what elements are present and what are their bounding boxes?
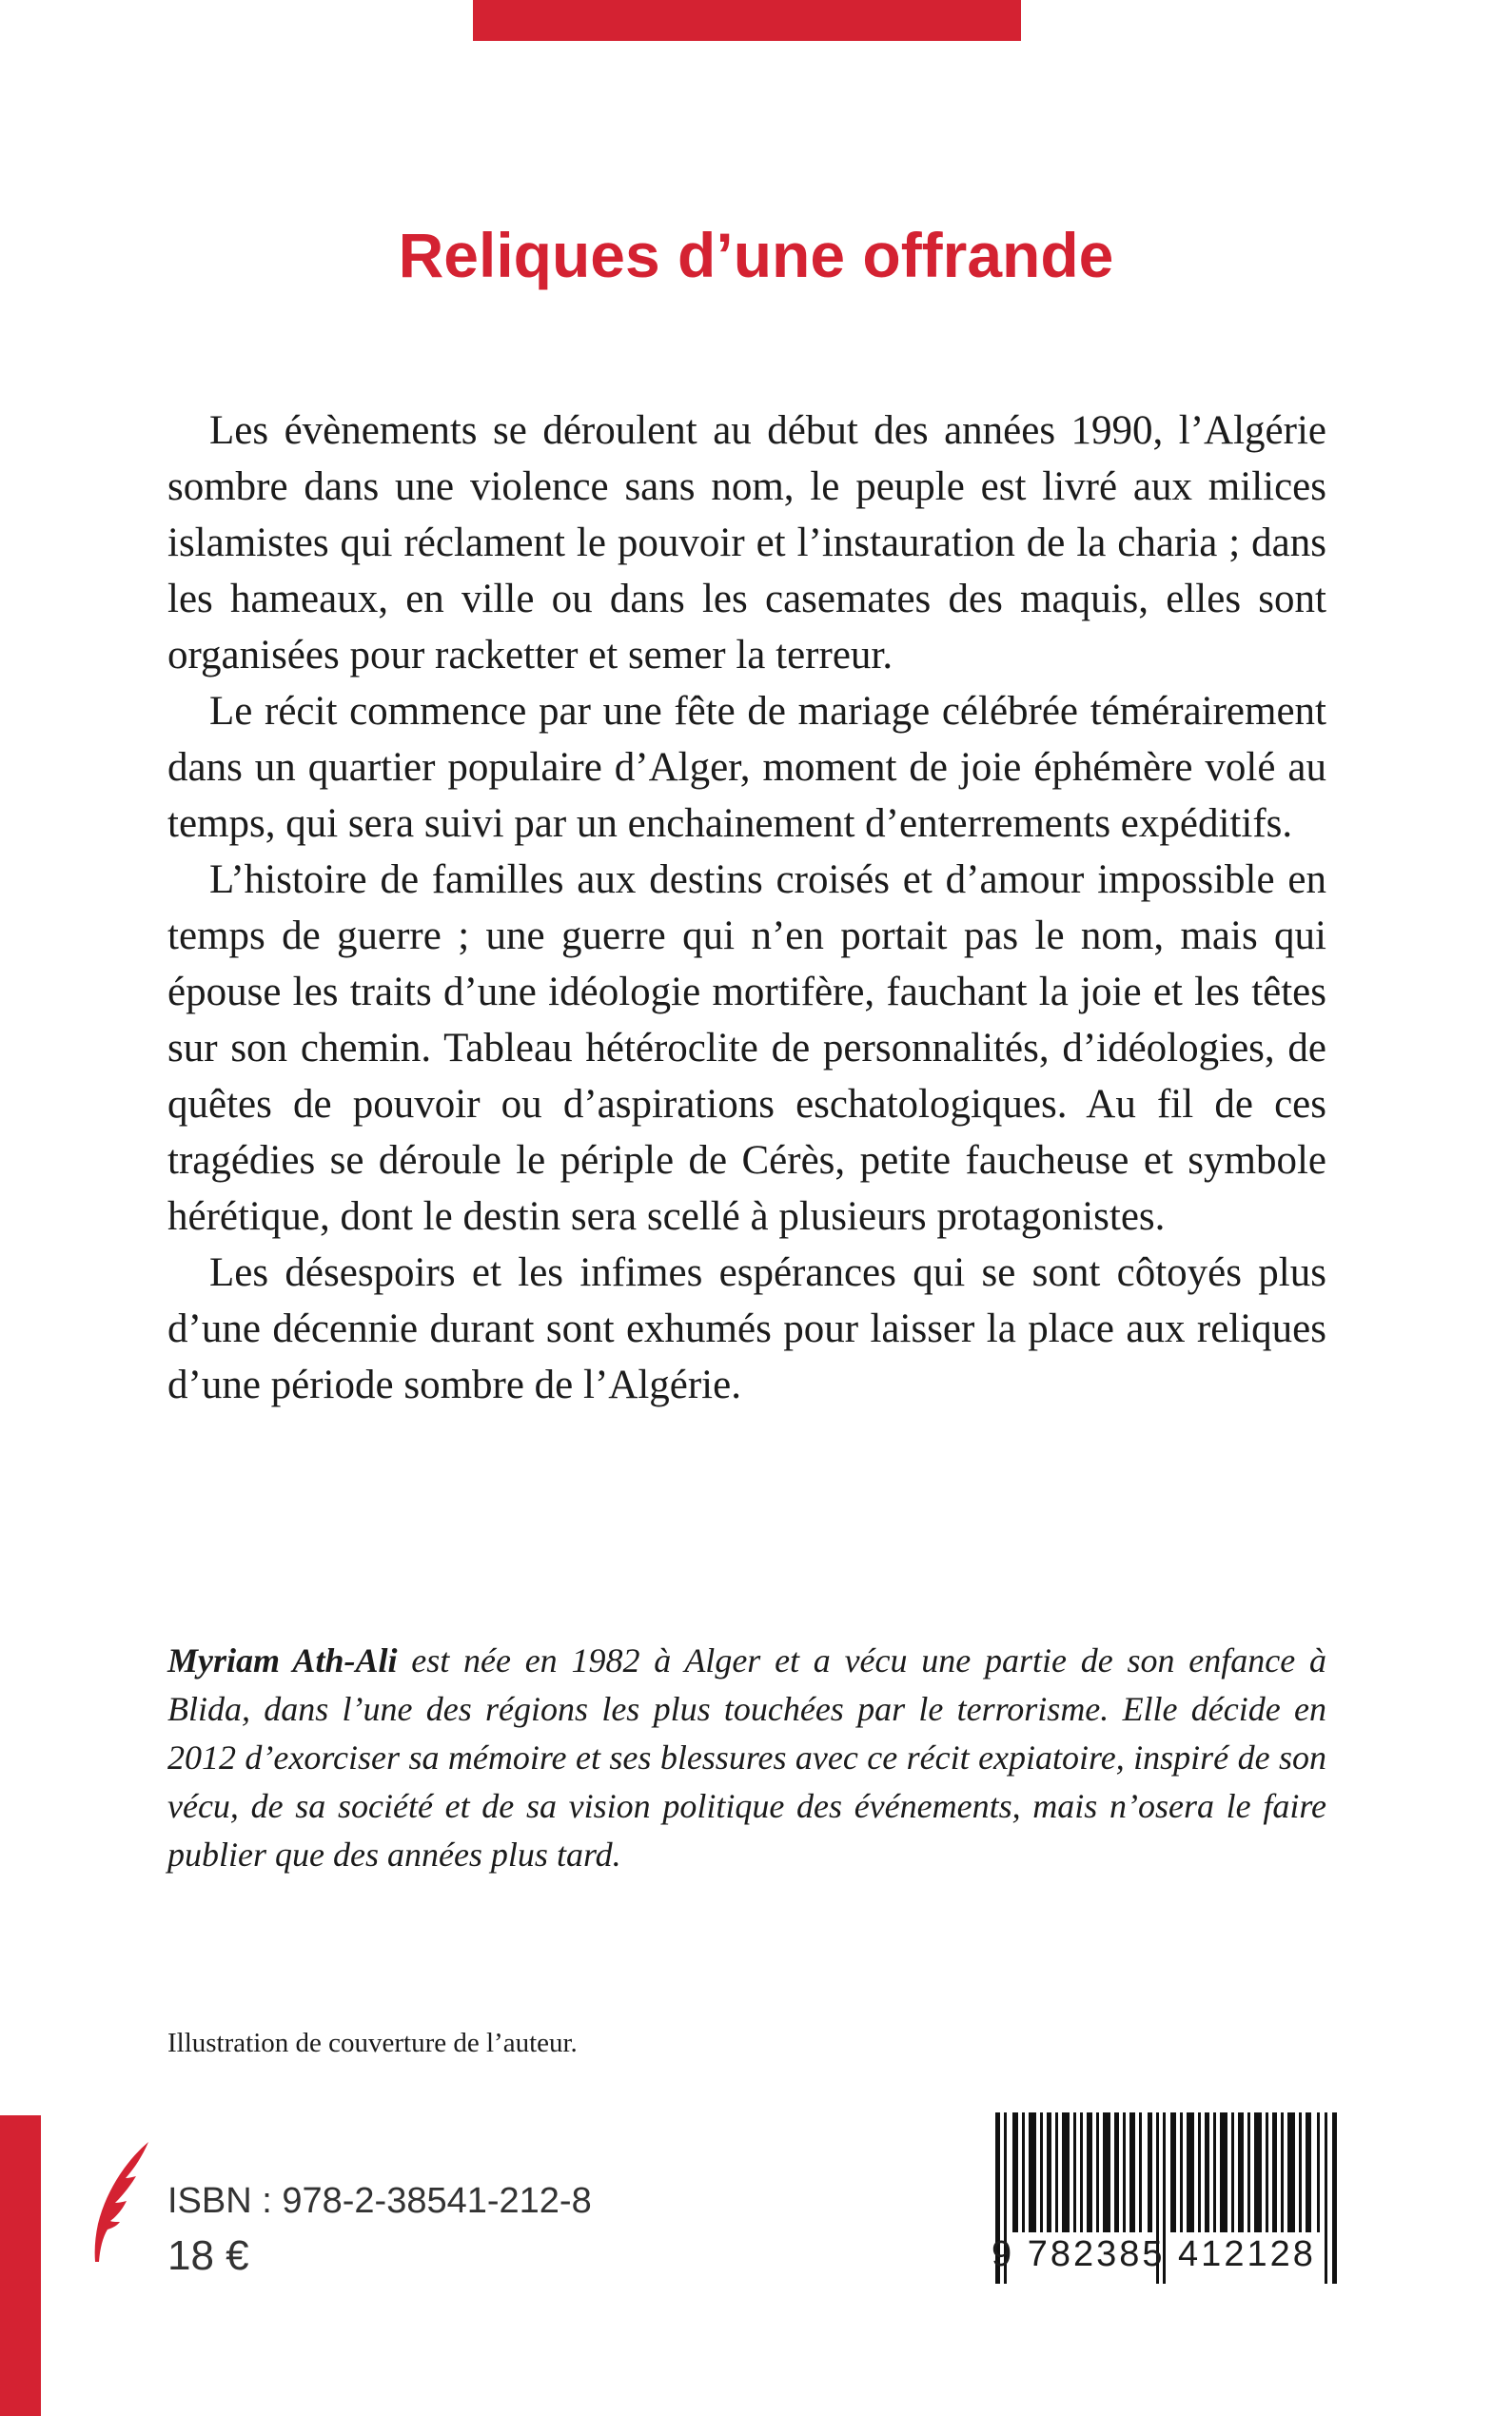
isbn: ISBN : 978-2-38541-212-8 xyxy=(167,2181,592,2221)
price: 18 € xyxy=(167,2232,249,2279)
top-accent-bar xyxy=(473,0,1021,41)
cover-credit: Illustration de couverture de l’auteur. xyxy=(167,2028,578,2058)
blurb-paragraph: Le récit commence par une fête de mariage célébrée témérairement dans un quartier populaire d’Alger, moment de joie éphémère volé au temps, qui sera suivi par un enchainement d’enterrements expéditifs. xyxy=(167,689,1326,846)
author-name: Myriam Ath-Ali xyxy=(167,1641,398,1679)
blurb xyxy=(167,403,1326,1413)
side-accent-bar xyxy=(0,2115,41,2416)
book-title: Reliques d’une offrande xyxy=(398,220,1114,290)
quill-icon xyxy=(88,2140,155,2264)
author-bio-text: est née en 1982 à Alger et a vécu une partie de son enfance à Blida, dans l’une des régions les plus touchées par le terrorisme. Elle décide en 2012 d’exorciser sa mémoire et ses blessures avec ce récit expiatoire, inspiré de son vécu, de sa société et de sa vision politique des événements, mais n’osera le faire publier que des années plus tard. xyxy=(167,1641,1326,1874)
blurb-paragraph: Les évènements se déroulent au début des années 1990, l’Algérie sombre dans une violence sans nom, le peuple est livré aux milices islamistes qui réclament le pouvoir et l’instauration de la charia ; dans les hameaux, en ville ou dans les casemates des maquis, elles sont organisées pour racketter et semer la terreur. xyxy=(167,408,1326,678)
blurb-paragraph: Les désespoirs et les infimes espérances qui se sont côtoyés plus d’une décennie durant sont exhumés pour laisser la place aux reliques d’une période sombre de l’Algérie. xyxy=(167,1250,1326,1407)
blurb-paragraph: L’histoire de familles aux destins croisés et d’amour impossible en temps de guerre ; une guerre qui n’en portait pas le nom, mais qui épouse les traits d’une idéologie mortifère, fauchant la joie et les têtes sur son chemin. Tableau hétéroclite de personnalités, d’idéologies, de quêtes de pouvoir ou d’aspirations eschatologiques. Au fil de ces tragédies se déroule le périple de Cérès, petite faucheuse et symbole hérétique, dont le destin sera scellé à plusieurs protagonistes. xyxy=(167,857,1326,1239)
barcode-number: 9 782385 412128 xyxy=(992,2234,1316,2274)
author-bio xyxy=(167,1637,1326,1879)
